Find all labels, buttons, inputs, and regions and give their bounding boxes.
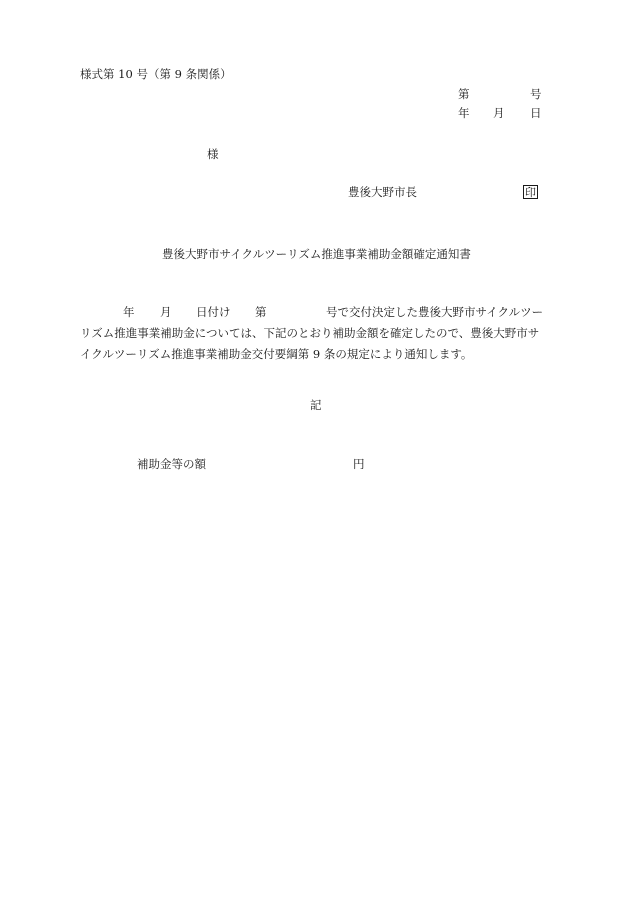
document-number-prefix: 第: [458, 87, 470, 101]
form-number: 様式第 10 号（第 9 条関係）: [80, 67, 232, 81]
body-line1-year: 年: [123, 305, 135, 319]
addressee-honorific: 様: [207, 147, 219, 161]
body-line3: イクルツーリズム推進事業補助金交付要綱第 9 条の規定により通知します。: [80, 347, 473, 361]
ki-heading: 記: [310, 398, 322, 412]
date-month-label: 月: [493, 106, 505, 120]
date-day-label: 日: [530, 106, 542, 120]
body-line1-rest: 号で交付決定した豊後大野市サイクルツー: [326, 305, 544, 319]
seal-mark: 印: [525, 186, 536, 199]
body-line1-number-prefix: 第: [255, 305, 267, 319]
document-number-suffix: 号: [530, 87, 542, 101]
amount-unit: 円: [353, 457, 365, 471]
date-year-label: 年: [458, 106, 470, 120]
amount-label: 補助金等の額: [137, 457, 206, 471]
body-line1-date-suffix: 日付け: [196, 305, 231, 319]
issuer-name: 豊後大野市長: [348, 185, 417, 199]
document-title: 豊後大野市サイクルツーリズム推進事業補助金額確定通知書: [162, 247, 471, 261]
body-line2: リズム推進事業補助金については、下記のとおり補助金額を確定したので、豊後大野市サ: [80, 326, 540, 340]
body-line1-month: 月: [160, 305, 172, 319]
